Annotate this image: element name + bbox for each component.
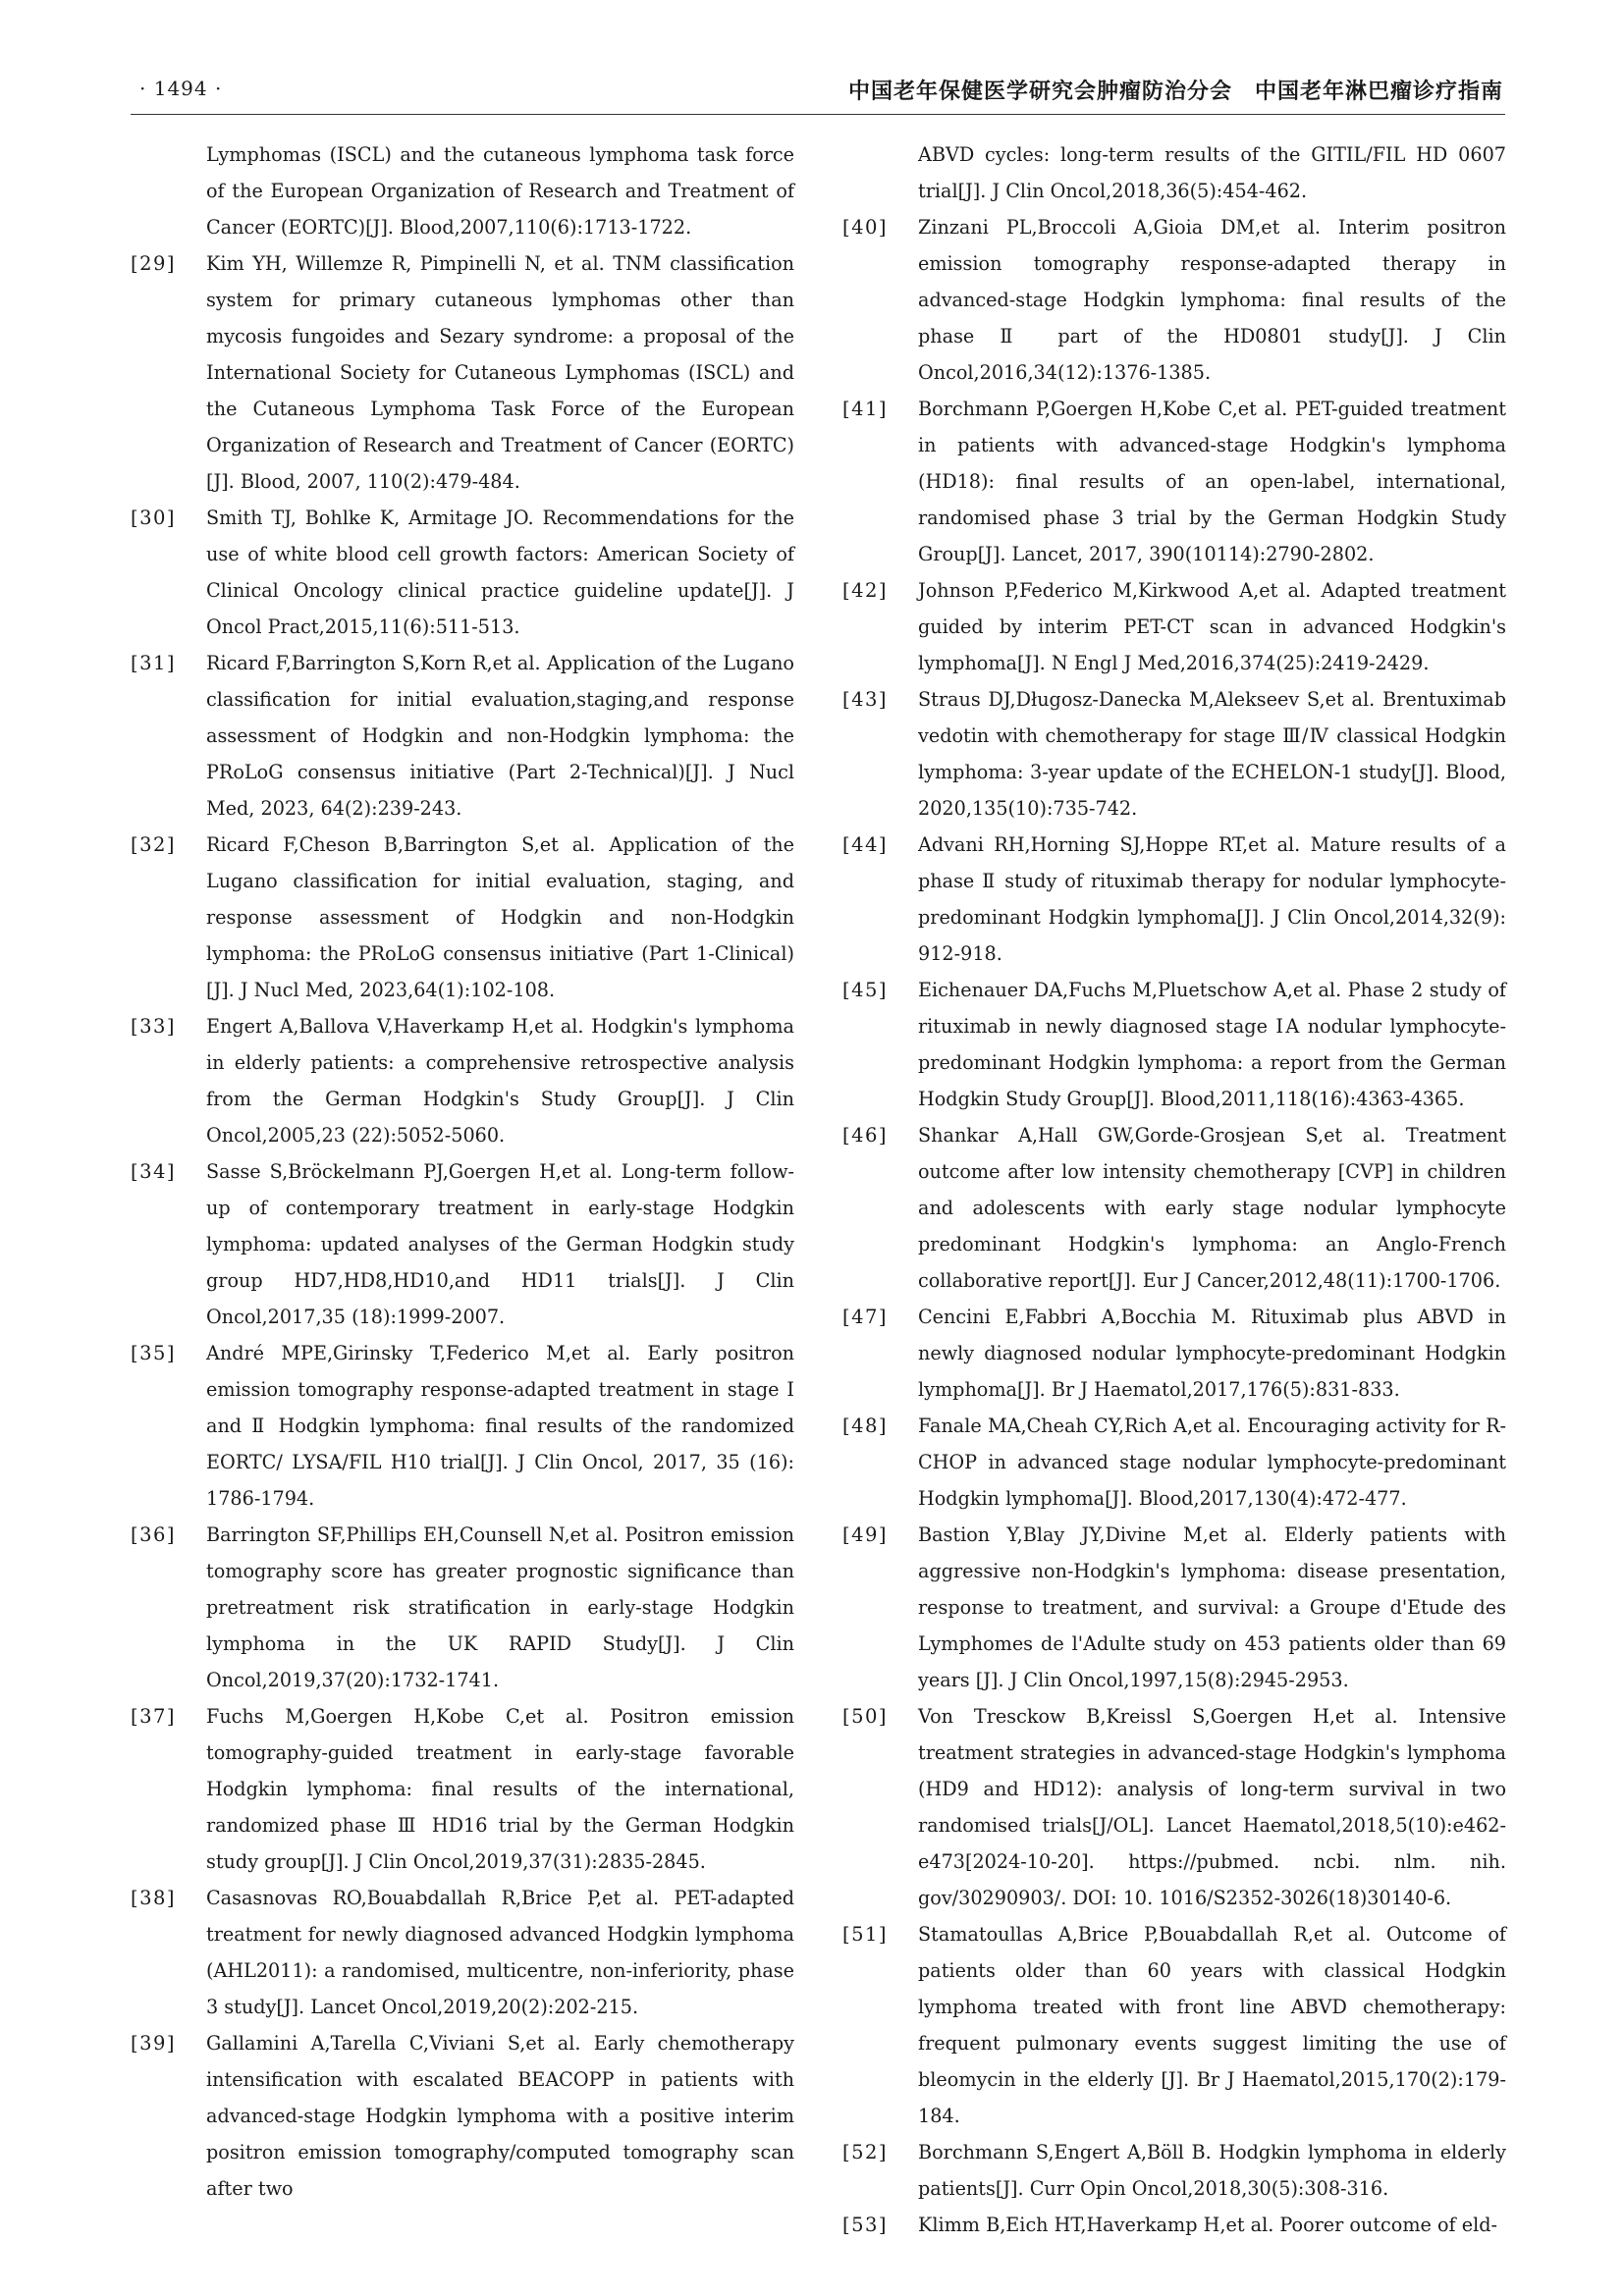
reference-text: Gallamini A,Tarella C,Viviani S,et al. Early chemotherapy intensification with escalated BEACOPP in patients with advanced-stage Hodgkin lymphoma with a positive interim positron emission tomography/computed tomography scan after two — [206, 2032, 794, 2200]
reference-38 — [131, 1880, 794, 2025]
reference-42 — [842, 572, 1506, 681]
reference-44 — [842, 827, 1506, 972]
reference-text: Barrington SF,Phillips EH,Counsell N,et al. Positron emission tomography score has greater prognostic significance than pretreatment risk stratification in early-stage Hodgkin lymphoma in the UK RAPID Study[J]. J Clin Oncol,2019,37(20):1732-1741. — [206, 1523, 794, 1691]
reference-30 — [131, 500, 794, 645]
reference-50 — [842, 1698, 1506, 1916]
reference-46 — [842, 1117, 1506, 1299]
reference-47 — [842, 1299, 1506, 1408]
reference-number: [41] — [842, 398, 889, 420]
reference-31 — [131, 645, 794, 827]
reference-45 — [842, 972, 1506, 1117]
reference-number: [37] — [131, 1705, 177, 1728]
reference-number: [32] — [131, 833, 177, 856]
reference-text: Zinzani PL,Broccoli A,Gioia DM,et al. Interim positron emission tomography response-adapted therapy in advanced-stage Hodgkin lymphoma: final results of the phase Ⅱ part of the HD0801 study[J]. J Clin Oncol,2016,34(12):1376-1385. — [918, 216, 1506, 384]
reference-number: [40] — [842, 216, 889, 239]
reference-number: [53] — [842, 2214, 889, 2236]
page-header — [131, 75, 1505, 106]
reference-number: [52] — [842, 2141, 889, 2163]
reference-number: [36] — [131, 1523, 177, 1546]
reference-32 — [131, 827, 794, 1008]
reference-34 — [131, 1153, 794, 1335]
reference-text: Fuchs M,Goergen H,Kobe C,et al. Positron emission tomography-guided treatment in early-stage favorable Hodgkin lymphoma: final results of the international, randomized phase Ⅲ HD16 trial by the German Hodgkin study group[J]. J Clin Oncol,2019,37(31):2835-2845. — [206, 1705, 794, 1873]
reference-number: [31] — [131, 652, 177, 674]
reference-number: [29] — [131, 252, 177, 275]
reference-text: Ricard F,Barrington S,Korn R,et al. Application of the Lugano classification for initial evaluation,staging,and response assessment of Hodgkin and non-Hodgkin lymphoma: the PRoLoG consensus initiative (Part 2-Technical)[J]. J Nucl Med, 2023, 64(2):239-243. — [206, 652, 794, 820]
reference-continuation — [131, 136, 794, 245]
page-number: · 1494 · — [139, 77, 223, 100]
reference-number: [46] — [842, 1124, 889, 1147]
reference-number: [47] — [842, 1306, 889, 1328]
reference-text: Borchmann P,Goergen H,Kobe C,et al. PET-guided treatment in patients with advanced-stage Hodgkin's lymphoma (HD18): final results of an open-label, international, randomised phase 3 trial by the German Hodgkin Study Group[J]. Lancet, 2017, 390(10114):2790-2802. — [918, 398, 1506, 565]
reference-43 — [842, 681, 1506, 827]
reference-text: Lymphomas (ISCL) and the cutaneous lymphoma task force of the European Organization of Research and Treatment of Cancer (EORTC)[J]. Blood,2007,110(6):1713-1722. — [206, 143, 794, 239]
reference-text: André MPE,Girinsky T,Federico M,et al. Early positron emission tomography response-adapted treatment in stage Ⅰ and Ⅱ Hodgkin lymphoma: final results of the randomized EORTC/ LYSA/FIL H10 trial[J]. J Clin Oncol, 2017, 35 (16): 1786-1794. — [206, 1342, 794, 1510]
reference-text: Johnson P,Federico M,Kirkwood A,et al. Adapted treatment guided by interim PET-CT scan in advanced Hodgkin's lymphoma[J]. N Engl J Med,2016,374(25):2419-2429. — [918, 579, 1506, 674]
reference-text: Straus DJ,Długosz-Danecka M,Alekseev S,et al. Brentuximab vedotin with chemotherapy for stage Ⅲ/Ⅳ classical Hodgkin lymphoma: 3-year update of the ECHELON-1 study[J]. Blood, 2020,135(10):735-742. — [918, 688, 1506, 820]
left-reference-column — [131, 136, 794, 2207]
reference-number: [33] — [131, 1015, 177, 1038]
reference-number: [50] — [842, 1705, 889, 1728]
reference-text: Von Tresckow B,Kreissl S,Goergen H,et al. Intensive treatment strategies in advanced-stage Hodgkin's lymphoma (HD9 and HD12): analysis of long-term survival in two randomised trials[J/OL]. Lancet Haematol,2018,5(10):e462-e473[2024-10-20]. https://pubmed. ncbi. nlm. nih. gov/30290903/. DOI: 10. 1016/S2352-3026(18)30140-6. — [918, 1705, 1506, 1909]
reference-29 — [131, 245, 794, 500]
reference-53 — [842, 2207, 1506, 2243]
reference-number: [30] — [131, 507, 177, 529]
running-title: 中国老年保健医学研究会肿瘤防治分会 中国老年淋巴瘤诊疗指南 — [847, 80, 1503, 104]
reference-text: Klimm B,Eich HT,Haverkamp H,et al. Poorer outcome of eld- — [918, 2214, 1498, 2236]
reference-number: [39] — [131, 2032, 177, 2055]
reference-text: Kim YH, Willemze R, Pimpinelli N, et al. TNM classification system for primary cutaneous lymphomas other than mycosis fungoides and Sezary syndrome: a proposal of the International Society for Cutaneous Lymphomas (ISCL) and the Cutaneous Lymphoma Task Force of the European Organization of Research and Treatment of Cancer (EORTC)[J]. Blood, 2007, 110(2):479-484. — [206, 252, 794, 493]
reference-52 — [842, 2134, 1506, 2207]
header-rule — [131, 114, 1505, 115]
reference-number: [42] — [842, 579, 889, 602]
reference-39 — [131, 2025, 794, 2207]
reference-number: [49] — [842, 1523, 889, 1546]
reference-number: [51] — [842, 1923, 889, 1946]
reference-36 — [131, 1517, 794, 1698]
reference-48 — [842, 1408, 1506, 1517]
reference-text: Eichenauer DA,Fuchs M,Pluetschow A,et al. Phase 2 study of rituximab in newly diagnosed stage ⅠA nodular lymphocyte-predominant Hodgkin lymphoma: a report from the German Hodgkin Study Group[J]. Blood,2011,118(16):4363-4365. — [918, 979, 1506, 1110]
reference-text: ABVD cycles: long-term results of the GITIL/FIL HD 0607 trial[J]. J Clin Oncol,2018,36(5):454-462. — [918, 143, 1506, 202]
reference-number: [35] — [131, 1342, 177, 1364]
reference-text: Smith TJ, Bohlke K, Armitage JO. Recommendations for the use of white blood cell growth factors: American Society of Clinical Oncology clinical practice guideline update[J]. J Oncol Pract,2015,11(6):511-513. — [206, 507, 794, 638]
reference-text: Ricard F,Cheson B,Barrington S,et al. Application of the Lugano classification for initial evaluation, staging, and response assessment of Hodgkin and non-Hodgkin lymphoma: the PRoLoG consensus initiative (Part 1-Clinical) [J]. J Nucl Med, 2023,64(1):102-108. — [206, 833, 794, 1001]
reference-text: Fanale MA,Cheah CY,Rich A,et al. Encouraging activity for R-CHOP in advanced stage nodular lymphocyte-predominant Hodgkin lymphoma[J]. Blood,2017,130(4):472-477. — [918, 1415, 1506, 1510]
reference-text: Bastion Y,Blay JY,Divine M,et al. Elderly patients with aggressive non-Hodgkin's lymphoma: disease presentation, response to treatment, and survival: a Groupe d'Etude des Lymphomes de l'Adulte study on 453 patients older than 69 years [J]. J Clin Oncol,1997,15(8):2945-2953. — [918, 1523, 1506, 1691]
reference-continuation — [842, 136, 1506, 209]
reference-number: [34] — [131, 1160, 177, 1183]
reference-text: Shankar A,Hall GW,Gorde-Grosjean S,et al. Treatment outcome after low intensity chemotherapy [CVP] in children and adolescents with early stage nodular lymphocyte predominant Hodgkin's lymphoma: an Anglo-French collaborative report[J]. Eur J Cancer,2012,48(11):1700-1706. — [918, 1124, 1506, 1292]
reference-text: Stamatoullas A,Brice P,Bouabdallah R,et al. Outcome of patients older than 60 years with classical Hodgkin lymphoma treated with front line ABVD chemotherapy: frequent pulmonary events suggest limiting the use of bleomycin in the elderly [J]. Br J Haematol,2015,170(2):179-184. — [918, 1923, 1506, 2127]
reference-number: [48] — [842, 1415, 889, 1437]
reference-49 — [842, 1517, 1506, 1698]
reference-text: Casasnovas RO,Bouabdallah R,Brice P,et al. PET-adapted treatment for newly diagnosed advanced Hodgkin lymphoma (AHL2011): a randomised, multicentre, non-inferiority, phase 3 study[J]. Lancet Oncol,2019,20(2):202-215. — [206, 1887, 794, 2018]
reference-number: [44] — [842, 833, 889, 856]
reference-text: Borchmann S,Engert A,Böll B. Hodgkin lymphoma in elderly patients[J]. Curr Opin Oncol,2018,30(5):308-316. — [918, 2141, 1506, 2200]
reference-text: Advani RH,Horning SJ,Hoppe RT,et al. Mature results of a phase Ⅱ study of rituximab therapy for nodular lymphocyte-predominant Hodgkin lymphoma[J]. J Clin Oncol,2014,32(9): 912-918. — [918, 833, 1506, 965]
reference-40 — [842, 209, 1506, 391]
reference-35 — [131, 1335, 794, 1517]
reference-37 — [131, 1698, 794, 1880]
reference-51 — [842, 1916, 1506, 2134]
reference-number: [45] — [842, 979, 889, 1001]
right-reference-column — [842, 136, 1506, 2243]
reference-41 — [842, 391, 1506, 572]
reference-text: Sasse S,Bröckelmann PJ,Goergen H,et al. Long-term follow-up of contemporary treatment in early-stage Hodgkin lymphoma: updated analyses of the German Hodgkin study group HD7,HD8,HD10,and HD11 trials[J]. J Clin Oncol,2017,35 (18):1999-2007. — [206, 1160, 794, 1328]
reference-number: [43] — [842, 688, 889, 711]
reference-33 — [131, 1008, 794, 1153]
reference-text: Engert A,Ballova V,Haverkamp H,et al. Hodgkin's lymphoma in elderly patients: a comprehensive retrospective analysis from the German Hodgkin's Study Group[J]. J Clin Oncol,2005,23 (22):5052-5060. — [206, 1015, 794, 1147]
reference-number: [38] — [131, 1887, 177, 1909]
reference-text: Cencini E,Fabbri A,Bocchia M. Rituximab plus ABVD in newly diagnosed nodular lymphocyte-predominant Hodgkin lymphoma[J]. Br J Haematol,2017,176(5):831-833. — [918, 1306, 1506, 1401]
